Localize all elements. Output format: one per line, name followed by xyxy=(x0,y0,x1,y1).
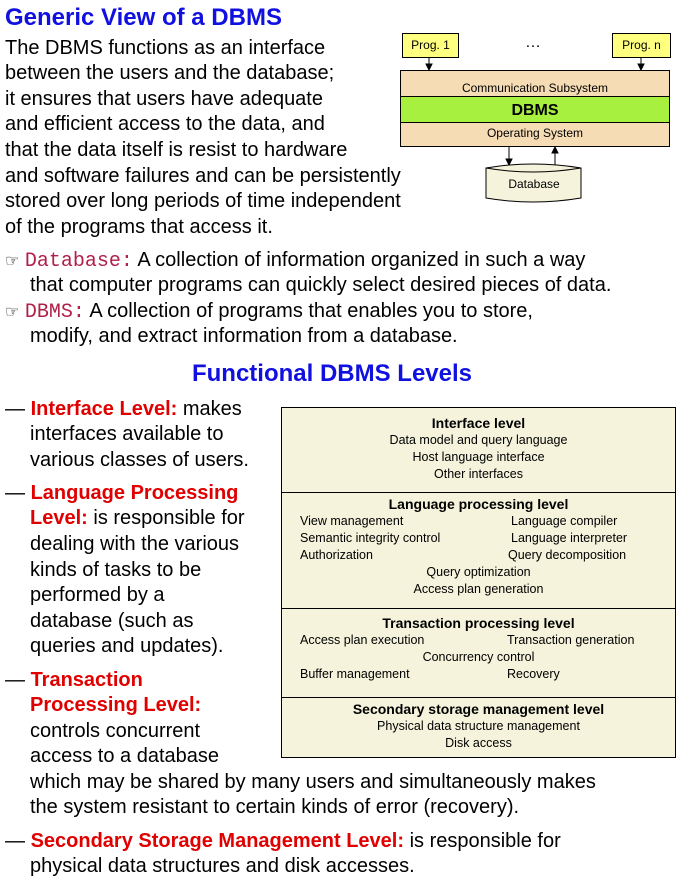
operating-system: Operating System xyxy=(400,122,670,147)
communication-subsystem: Communication Subsystem xyxy=(400,70,670,97)
pointing-hand-icon: ☞ xyxy=(5,253,20,270)
levels-table xyxy=(281,407,676,758)
dbms-band: DBMS xyxy=(400,96,670,123)
page-title: Generic View of a DBMS xyxy=(5,4,282,31)
table-language-level: Language processing level View management Language compiler Semantic integrity control Language interpreter Authorization Query decomposition Query optimization Access plan generation xyxy=(282,492,675,598)
ellipsis: … xyxy=(525,34,541,51)
table-interface-level: Interface level Data model and query language Host language interface Other interfaces xyxy=(389,415,568,481)
section-heading: Functional DBMS Levels xyxy=(191,360,473,387)
table-transaction-level: Transaction processing level Access plan execution Transaction generation Concurrency control Buffer management Recovery xyxy=(282,608,675,683)
database-label: Database xyxy=(508,177,560,191)
prog-1-box: Prog. 1 xyxy=(402,33,459,58)
prog-n-box: Prog. n xyxy=(612,33,671,58)
pointing-hand-icon: ☞ xyxy=(5,304,20,321)
table-storage-level: Secondary storage management level Physical data structure management Disk access xyxy=(282,697,675,752)
